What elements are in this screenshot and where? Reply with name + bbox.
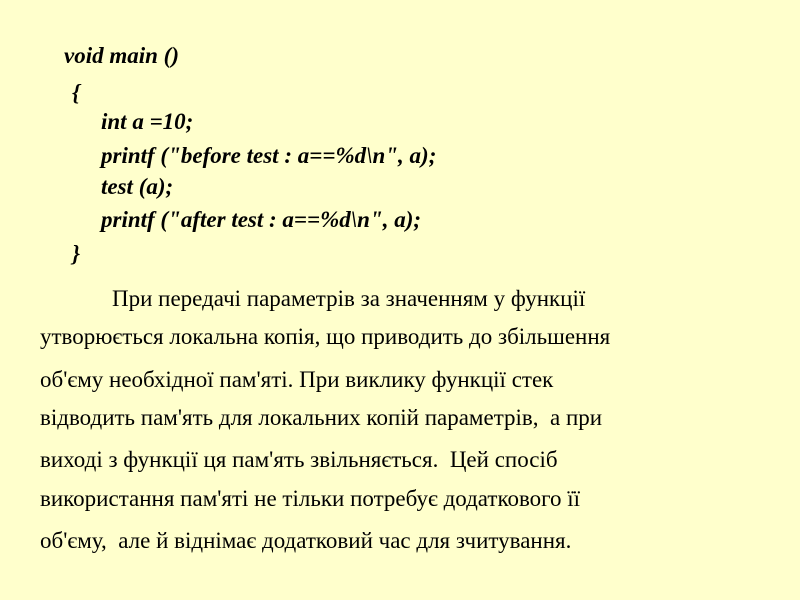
explanation-paragraph: [0, 280, 800, 580]
code-line-open-brace: {: [72, 80, 81, 105]
code-line-declaration: int a =10;: [101, 109, 194, 134]
code-line-test-call: test (a);: [101, 174, 174, 199]
code-line-printf-after: printf ("after test : a==%d\n", a);: [101, 207, 422, 232]
paragraph-line: об'єму, але й віднімає додатковий час для зчитування.: [40, 528, 572, 553]
paragraph-line: При передачі параметрів за значенням у функції: [112, 286, 586, 311]
code-block: [0, 0, 800, 280]
paragraph-line: утворюється локальна копія, що приводить до збільшення: [40, 324, 611, 349]
paragraph-line: виході з функції ця пам'ять звільняється. Цей спосіб: [40, 447, 558, 472]
paragraph-line: відводить пам'ять для локальних копій параметрів, а при: [40, 405, 603, 430]
code-line-function-signature: void main (): [64, 43, 179, 68]
paragraph-line: об'єму необхідної пам'яті. При виклику функції стек: [40, 367, 554, 392]
code-line-close-brace: }: [72, 241, 81, 266]
paragraph-line: використання пам'яті не тільки потребує додаткового її: [40, 486, 581, 511]
code-line-printf-before: printf ("before test : a==%d\n", a);: [101, 143, 437, 168]
